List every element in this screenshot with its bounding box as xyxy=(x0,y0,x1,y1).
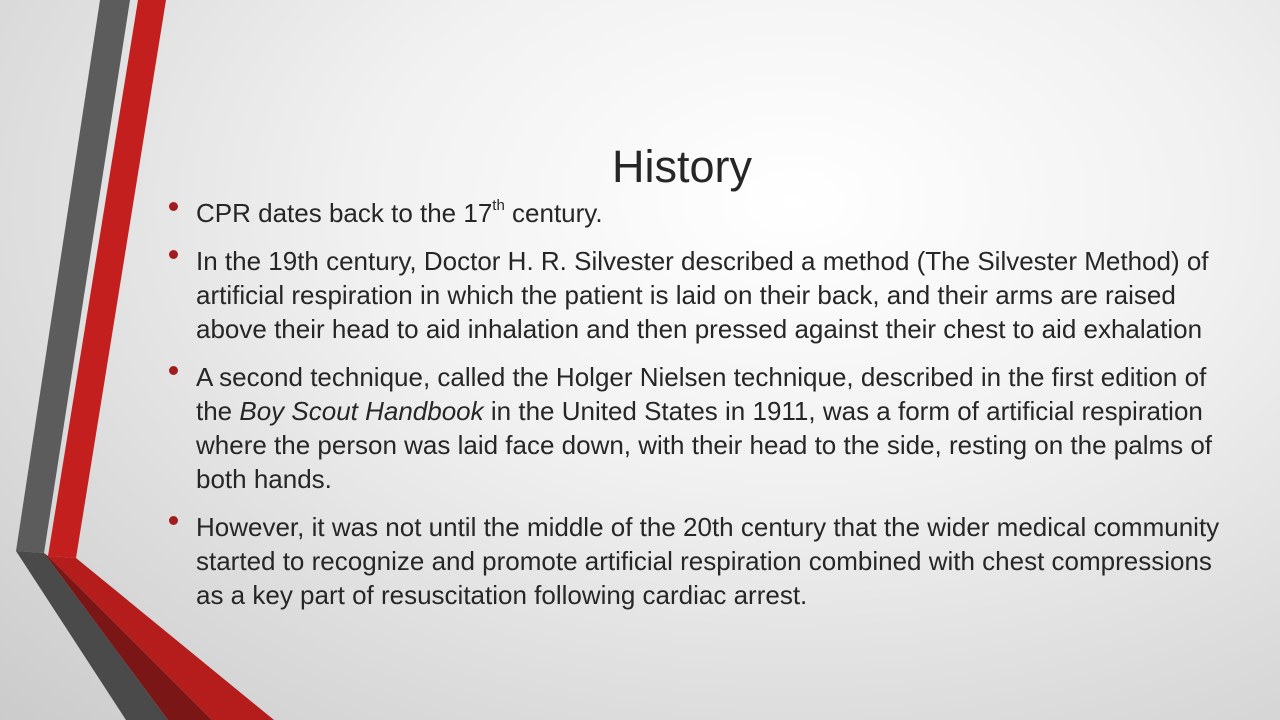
bullet-dot-icon xyxy=(169,250,178,259)
bullet-2-text: In the 19th century, Doctor H. R. Silvester described a method (The Silvester Method) of artificial respiration in which the patient is laid on their back, and their arms are raised above their head to aid inhalation and then pressed against their chest to aid exhalation xyxy=(196,246,1209,344)
bullet-3-emphasis: Boy Scout Handbook xyxy=(239,396,484,426)
bullet-dot-icon xyxy=(169,516,178,525)
bullet-item-2 xyxy=(196,244,1236,346)
bullet-3-suffix: in the United States in 1911, was a form of artificial respiration where the person was laid face down, with their head to the side, resting on the palms of both hands. xyxy=(196,396,1213,494)
slide-title: History xyxy=(611,141,752,192)
bullet-1-prefix: CPR dates back to the 17 xyxy=(196,198,493,228)
bullet-1-superscript: th xyxy=(492,197,505,215)
bullet-item-4 xyxy=(196,510,1236,612)
bullet-item-3 xyxy=(196,360,1236,496)
bullet-4-text: However, it was not until the middle of the 20th century that the wider medical community started to recognize and promote artificial respiration combined with chest compressions as a key part of resuscitation following cardiac arrest. xyxy=(196,512,1220,610)
bullet-item-1 xyxy=(196,196,1236,230)
bullet-dot-icon xyxy=(169,366,178,375)
bullet-3-prefix: A second technique, called the Holger Nielsen technique, described in the first edition of the xyxy=(196,362,1207,426)
bullet-dot-icon xyxy=(169,202,178,211)
bullet-list xyxy=(196,196,1236,626)
bullet-1-suffix: century. xyxy=(504,198,603,228)
